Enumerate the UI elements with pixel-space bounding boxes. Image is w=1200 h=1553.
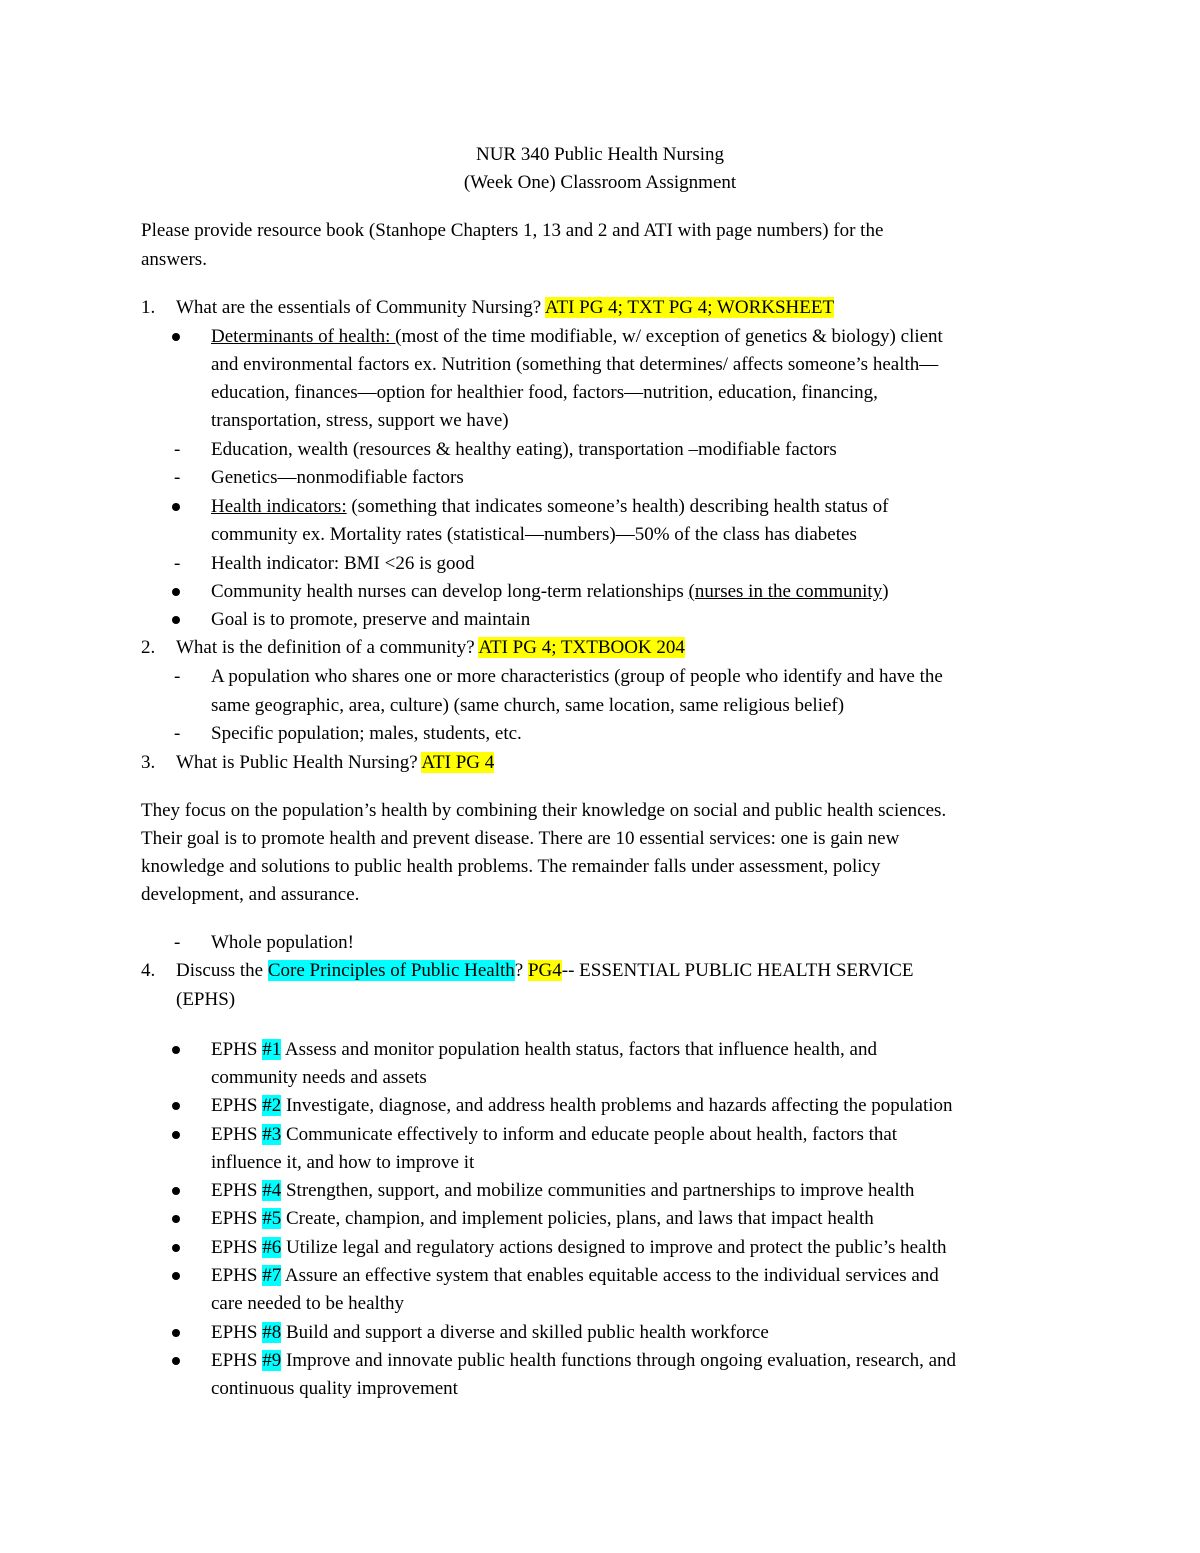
bullet-icon <box>172 1357 180 1365</box>
question-text: What are the essentials of Community Nursing? <box>176 297 542 318</box>
ephs-item-cont: continuous quality improvement <box>211 1378 458 1399</box>
bullet-icon <box>172 1187 180 1195</box>
answer-paragraph: They focus on the population’s health by combining their knowledge on social and public health sciences. <box>141 800 947 821</box>
ephs-item: EPHS #4 Strengthen, support, and mobilize communities and partnerships to improve health <box>211 1180 915 1201</box>
ephs-number: #8 <box>262 1322 282 1343</box>
list-item: Specific population; males, students, etc. <box>211 723 522 744</box>
bullet-icon <box>172 1215 180 1223</box>
bullet-icon <box>172 1046 180 1054</box>
question-number: 1. <box>141 297 156 318</box>
dash-marker: - <box>174 553 181 574</box>
core-highlight: Core Principles of Public Health <box>267 960 515 981</box>
dash-marker: - <box>174 467 181 488</box>
doc-subtitle: (Week One) Classroom Assignment <box>463 172 737 193</box>
list-item-cont: community ex. Mortality rates (statistical—numbers)—50% of the class has diabetes <box>211 524 857 545</box>
list-item: Health indicator: BMI <26 is good <box>211 553 475 574</box>
question-3: What is Public Health Nursing? ATI PG 4 <box>176 752 495 773</box>
ephs-number: #3 <box>262 1124 282 1145</box>
ephs-item: EPHS #3 Communicate effectively to inform and educate people about health, factors that <box>211 1124 898 1145</box>
list-item: Determinants of health: (most of the time modifiable, w/ exception of genetics & biology) client <box>211 326 943 347</box>
list-item: Health indicators: (something that indicates someone’s health) describing health status of <box>211 496 889 517</box>
ephs-item: EPHS #5 Create, champion, and implement policies, plans, and laws that impact health <box>211 1208 874 1229</box>
list-item: Goal is to promote, preserve and maintain <box>211 609 531 630</box>
ephs-item-cont: care needed to be healthy <box>211 1293 405 1314</box>
question-1 <box>176 294 834 322</box>
doc-title: NUR 340 Public Health Nursing <box>475 144 725 165</box>
answer-paragraph: Their goal is to promote health and prevent disease. There are 10 essential services: one is gain new <box>141 828 900 849</box>
list-item: A population who shares one or more characteristics (group of people who identify and have the <box>211 666 943 687</box>
answer-paragraph: knowledge and solutions to public health problems. The remainder falls under assessment, policy <box>141 856 881 877</box>
question-number: 4. <box>141 960 156 981</box>
ephs-item: EPHS #8 Build and support a diverse and skilled public health workforce <box>211 1322 769 1343</box>
list-item-cont: and environmental factors ex. Nutrition (something that determines/ affects someone’s health— <box>211 354 939 375</box>
ephs-number: #4 <box>262 1180 282 1201</box>
intro-line: Please provide resource book (Stanhope Chapters 1, 13 and 2 and ATI with page numbers) for the <box>141 220 884 241</box>
list-item-cont: education, finances—option for healthier food, factors—nutrition, education, financing, <box>211 382 878 403</box>
bullet-icon <box>172 1131 180 1139</box>
bullet-icon <box>172 503 180 511</box>
dash-marker: - <box>174 932 181 953</box>
list-item: Education, wealth (resources & healthy eating), transportation –modifiable factors <box>211 439 837 460</box>
bullet-icon <box>172 588 180 596</box>
dash-marker: - <box>174 723 181 744</box>
list-item: Whole population! <box>211 932 354 953</box>
ephs-number: #2 <box>262 1095 282 1116</box>
question-number: 3. <box>141 752 156 773</box>
list-item: Community health nurses can develop long-term relationships (nurses in the community) <box>211 581 889 602</box>
bullet-icon <box>172 1272 180 1280</box>
ephs-number: #5 <box>262 1208 282 1229</box>
ephs-number: #1 <box>262 1039 282 1060</box>
reference-highlight: PG4 <box>527 960 562 981</box>
list-item: Genetics—nonmodifiable factors <box>211 467 464 488</box>
ephs-number: #9 <box>262 1350 282 1371</box>
question-2: What is the definition of a community? ATI PG 4; TXTBOOK 204 <box>176 637 685 658</box>
dash-marker: - <box>174 666 181 687</box>
list-item-cont: same geographic, area, culture) (same church, same location, same religious belief) <box>211 695 845 716</box>
bullet-icon <box>172 1102 180 1110</box>
ephs-item: EPHS #9 Improve and innovate public health functions through ongoing evaluation, research, and <box>211 1350 957 1371</box>
term-label: Determinants of health: ( <box>211 326 402 347</box>
list-item-cont: transportation, stress, support we have) <box>211 410 509 431</box>
ephs-item-cont: influence it, and how to improve it <box>211 1152 475 1173</box>
ephs-item: EPHS #6 Utilize legal and regulatory actions designed to improve and protect the public’s health <box>211 1237 947 1258</box>
dash-marker: - <box>174 439 181 460</box>
ephs-item: EPHS #2 Investigate, diagnose, and address health problems and hazards affecting the population <box>211 1095 953 1116</box>
reference-highlight: ATI PG 4; TXTBOOK 204 <box>478 637 685 658</box>
bullet-icon <box>172 1244 180 1252</box>
ephs-number: #6 <box>262 1237 282 1258</box>
reference-highlight: ATI PG 4 <box>421 752 495 773</box>
term-label: Health indicators: <box>211 496 347 517</box>
bullet-icon <box>172 616 180 624</box>
question-4-cont: (EPHS) <box>176 989 236 1010</box>
question-number: 2. <box>141 637 156 658</box>
question-4: Discuss the Core Principles of Public Health? PG4-- ESSENTIAL PUBLIC HEALTH SERVICE <box>176 960 914 981</box>
reference-highlight: ATI PG 4; TXT PG 4; WORKSHEET <box>544 297 835 318</box>
ephs-number: #7 <box>262 1265 282 1286</box>
answer-paragraph: development, and assurance. <box>141 884 360 905</box>
bullet-icon <box>172 1329 180 1337</box>
ephs-item: EPHS #1 Assess and monitor population health status, factors that influence health, and <box>211 1039 877 1060</box>
ephs-item-cont: community needs and assets <box>211 1067 427 1088</box>
bullet-icon <box>172 333 180 341</box>
ephs-item: EPHS #7 Assure an effective system that enables equitable access to the individual services and <box>211 1265 939 1286</box>
intro-line: answers. <box>141 249 207 270</box>
